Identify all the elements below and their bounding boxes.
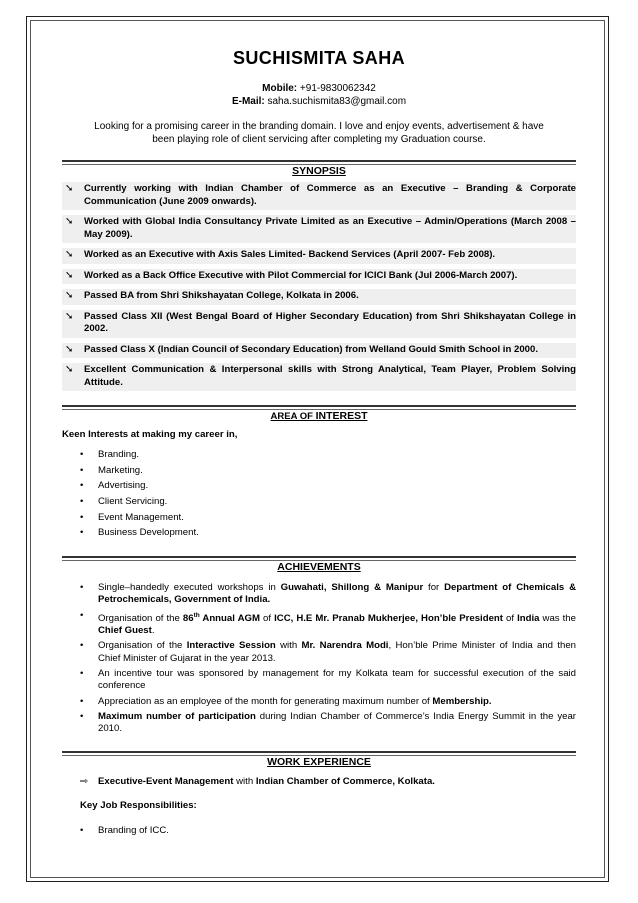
synopsis-item: ➘ Excellent Communication & Interpersonal skills with Strong Analytical, Team Player, Problem Solving Attitude. xyxy=(62,363,576,391)
section-title: WORK EXPERIENCE xyxy=(267,756,371,769)
email-label: E-Mail: xyxy=(231,96,265,107)
section-title: ACHIEVEMENTS xyxy=(277,560,361,573)
synopsis-item: ➘ Passed Class XII (West Bengal Board of Higher Secondary Education) from Shri Shikshayatan College in 2002. xyxy=(62,310,576,338)
email-address[interactable]: saha.suchismita83@gmail.com xyxy=(267,96,407,107)
synopsis-item: ➘ Currently working with Indian Chamber of Commerce as an Executive – Branding & Corporate Communication (June 2009 onwards). xyxy=(62,182,576,210)
list-item: • Branding of ICC. xyxy=(80,825,169,837)
synopsis-item: ➘ Passed Class X (Indian Council of Secondary Education) from Welland Gould Smith School in 2000. xyxy=(62,343,576,359)
section-title: AREA OF INTEREST xyxy=(270,410,368,422)
list-item: • Maximum number of participation during Indian Chamber of Commerce’s India Energy Summit in the year 2010. xyxy=(80,710,576,735)
candidate-name: SUCHISMITA SAHA xyxy=(233,48,405,68)
achievements-list xyxy=(62,582,576,735)
bullet-icon: • xyxy=(80,464,84,476)
bullet-icon: • xyxy=(80,527,84,539)
bullet-icon: • xyxy=(80,825,84,837)
synopsis-item: ➘ Worked as a Back Office Executive with Pilot Commercial for ICICI Bank (Jul 2006-March 2007). xyxy=(62,269,576,285)
arrow-bullet-icon: ➘ xyxy=(65,183,74,194)
bullet-icon: • xyxy=(80,449,84,460)
list-item: • Marketing. xyxy=(80,464,143,476)
list-item: • Organisation of the 86th Annual AGM of ICC, H.E Mr. Pranab Mukherjee, Hon’ble President of India was the Chief Guest. xyxy=(80,609,576,637)
list-item: • Single–handedly executed workshops in Guwahati, Shillong & Manipur for Department of Chemicals & Petrochemicals, Government of India. xyxy=(80,581,577,606)
bullet-icon: • xyxy=(80,695,84,707)
list-item: • Event Management. xyxy=(80,511,184,523)
achievements-heading xyxy=(62,556,576,572)
arrow-bullet-icon: ➘ xyxy=(65,290,74,301)
email-line xyxy=(62,95,576,108)
responsibilities-list xyxy=(62,825,576,838)
section-title: SYNOPSIS xyxy=(292,165,346,177)
contact-block xyxy=(62,82,576,108)
arrow-bullet-icon: ➘ xyxy=(65,310,74,322)
arrow-bullet-icon: ➘ xyxy=(65,249,74,260)
mobile-label: Mobile: xyxy=(262,83,298,94)
bullet-icon: • xyxy=(80,581,84,593)
synopsis-item: ➘ Worked with Global India Consultancy Private Limited as an Executive – Admin/Operations (March 2008 – May 2009). xyxy=(62,215,576,243)
work-role: ⇨ Executive-Event Management with Indian Chamber of Commerce, Kolkata. xyxy=(80,776,435,788)
bullet-icon: • xyxy=(80,640,84,652)
synopsis-item: ➘ Worked as an Executive with Axis Sales Limited- Backend Services (April 2007- Feb 2008). xyxy=(62,248,576,264)
bullet-icon: • xyxy=(80,667,84,679)
bullet-icon: • xyxy=(80,496,84,508)
bullet-icon: • xyxy=(80,480,84,492)
arrow-bullet-icon: ➘ xyxy=(65,343,74,355)
mobile-number: +91-9830062342 xyxy=(299,83,376,94)
interest-lead: Keen Interests at making my career in, xyxy=(62,429,238,440)
list-item: • Branding. xyxy=(80,449,140,460)
synopsis-list xyxy=(62,182,576,391)
arrow-bullet-icon: ➘ xyxy=(65,364,74,375)
mobile-line xyxy=(62,82,576,95)
arrow-bullet-icon: ➘ xyxy=(65,269,74,281)
bullet-icon: • xyxy=(80,710,84,722)
interest-heading xyxy=(62,405,576,421)
work-experience-heading xyxy=(62,751,576,767)
arrow-bullet-icon: ➘ xyxy=(65,216,74,227)
synopsis-item: ➘ Passed BA from Shri Shikshayatan College, Kolkata in 2006. xyxy=(62,289,576,305)
list-item: • Advertising. xyxy=(80,480,149,492)
list-item: • An incentive tour was sponsored by management for my Kolkata team for successful execution of the said conference xyxy=(80,667,576,692)
list-item: • Organisation of the Interactive Session with Mr. Narendra Modi, Hon’ble Prime Minister of India and then Chief Minister of Gujarat in the year 2013. xyxy=(80,640,576,664)
arrow-right-icon: ⇨ xyxy=(80,776,89,788)
key-responsibilities-title: Key Job Responsibilities: xyxy=(80,800,197,812)
bullet-icon: • xyxy=(80,511,84,523)
career-objective: Looking for a promising career in the branding domain. I love and enjoy events, advertisement & have been playing role of client servicing after completing my Graduation course. xyxy=(94,121,544,145)
resume-content xyxy=(62,48,576,841)
synopsis-heading xyxy=(62,160,576,176)
list-item: • Client Servicing. xyxy=(80,496,168,508)
interest-list xyxy=(62,449,576,540)
list-item: • Business Development. xyxy=(80,527,199,539)
list-item: • Appreciation as an employee of the month for generating maximum number of Membership. xyxy=(80,695,492,707)
bullet-icon: • xyxy=(80,609,84,621)
